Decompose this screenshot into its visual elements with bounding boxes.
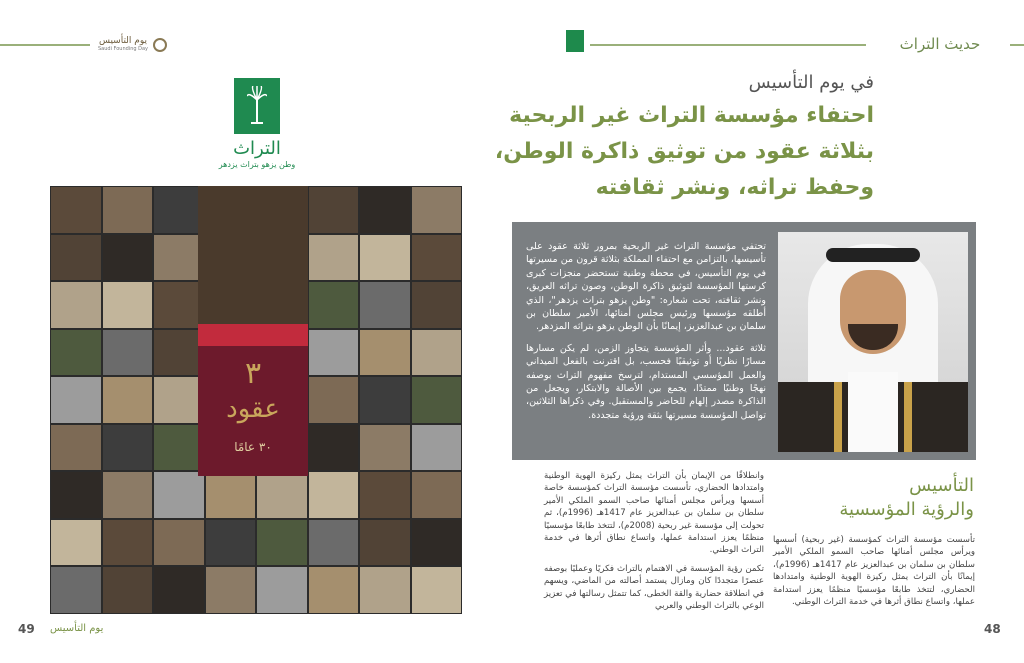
middle-paragraph-2: تكمن رؤية المؤسسة في الاهتمام بالتراث فكريًا وعمليًا بوصفه عنصرًا متجددًا كان ومازال يستمد أصالته من الماضي، ويسهم في انطلاقة حضارية والقة الخطى، كما تتمثل رسالتها في تعزيز الوعي بالتراث الوطني والعربي <box>544 563 764 612</box>
collage-photo-tile <box>154 377 204 423</box>
heritage-small-logo <box>566 30 584 52</box>
collage-photo-tile <box>51 282 101 328</box>
collage-photo-tile <box>360 187 410 233</box>
collage-photo-tile <box>309 330 359 376</box>
headline-line-1: احتفاء مؤسسة التراث غير الربحية <box>509 103 874 128</box>
middle-column <box>544 470 764 618</box>
section-title: حديث التراث <box>899 35 981 53</box>
collage-photo-tile <box>360 567 410 613</box>
middle-paragraph-1: وانطلاقًا من الإيمان بأن التراث يمثل ركيزة الهوية الوطنية وامتدادها الحضاري، تأسست مؤسسة التراث كمؤسسة خاصة أسسها ويرأس مجلس أمنائها صاحب السمو الملكي الأمير سلطان بن سلمان بن عبدالعزيز عام 1417هـ (1996م)، ثم تحولت إلى مؤسسة غير ربحية (2008م)، لتتخذ طابعًا مؤسسيًا منظمًا يعزز استدامة عملها، واتساع نطاق أثرها في خدمة التراث الوطني. <box>544 471 764 556</box>
collage-photo-tile <box>309 425 359 471</box>
photo-collage <box>50 186 462 614</box>
collage-photo-tile <box>154 187 204 233</box>
collage-photo-tile <box>103 235 153 281</box>
collage-photo-tile <box>103 520 153 566</box>
three-decades-emblem <box>198 346 308 476</box>
collage-photo-tile <box>309 567 359 613</box>
collage-photo-tile <box>360 330 410 376</box>
collage-photo-tile <box>412 567 462 613</box>
collage-photo-tile <box>412 520 462 566</box>
collage-photo-tile <box>412 235 462 281</box>
collage-photo-tile <box>51 567 101 613</box>
collage-photo-tile <box>412 425 462 471</box>
subheading-line-2: والرؤية المؤسسية <box>839 499 974 520</box>
collage-photo-tile <box>360 472 410 518</box>
header-rule-right <box>590 44 866 46</box>
collage-photo-tile <box>154 472 204 518</box>
intro-paragraph-1: تحتفي مؤسسة التراث غير الربحية بمرور ثلاثة عقود على تأسيسها، بالتزامن مع احتفاء المملكة بثلاثة قرون من مسيرتها في يوم التأسيس، في محطة وطنية تستحضر منجزات كبرى كرستها المؤسسة لتوثيق ذاكرة الوطن، وصون تراثه العريق، ونشر ثقافته، تحت شعاره: "وطن يزهو بتراث يزدهر"، الذي أطلقه مؤسسها ورئيس مجلس أمنائها، الأمير سلطان بن سلمان بن عبدالعزيز، إيمانًا بأن الوطن يزهو بتراثه المزدهر. <box>526 241 766 333</box>
collage-photo-tile <box>257 567 307 613</box>
headline-line-2: بثلاثة عقود من توثيق ذاكرة الوطن، <box>494 139 874 164</box>
collage-photo-tile <box>103 472 153 518</box>
collage-photo-tile <box>103 567 153 613</box>
collage-flowers-photo <box>198 324 308 346</box>
intro-text <box>526 240 766 430</box>
collage-photo-tile <box>103 330 153 376</box>
article-headline <box>454 98 874 206</box>
founding-day-logo <box>95 36 165 56</box>
collage-photo-tile <box>51 377 101 423</box>
collage-photo-tile <box>309 187 359 233</box>
collage-photo-tile <box>206 472 256 518</box>
collage-photo-tile <box>154 425 204 471</box>
collage-photo-tile <box>154 282 204 328</box>
heritage-logo-tagline: وطن يزهو بتراث يزدهر <box>218 160 296 169</box>
header-rule-left <box>0 44 90 46</box>
collage-photo-tile <box>51 330 101 376</box>
collage-photo-tile <box>257 472 307 518</box>
collage-photo-tile <box>412 282 462 328</box>
collage-photo-tile <box>360 377 410 423</box>
collage-photo-tile <box>257 520 307 566</box>
collage-photo-tile <box>412 187 462 233</box>
collage-photo-tile <box>51 235 101 281</box>
page-number-right: 48 <box>984 622 1001 636</box>
collage-photo-tile <box>360 520 410 566</box>
section-subheading <box>804 474 974 522</box>
page-label-left: يوم التأسيس <box>50 623 104 634</box>
founding-day-arabic: يوم التأسيس <box>98 36 148 46</box>
collage-photo-tile <box>154 235 204 281</box>
collage-photo-tile <box>103 377 153 423</box>
palm-tree-icon <box>247 86 267 126</box>
collage-photo-tile <box>412 377 462 423</box>
page-number-left: 49 <box>18 622 35 636</box>
collage-photo-tile <box>309 520 359 566</box>
collage-photo-tile <box>154 520 204 566</box>
collage-photo-tile <box>154 567 204 613</box>
header-rule-right-end <box>1010 44 1024 46</box>
right-column: تأسست مؤسسة التراث كمؤسسة (غير ربحية) أسسها ويرأس مجلس أمنائها صاحب السمو الملكي الأمير سلطان بن سلمان بن عبدالعزيز عام 1417هـ (1996م)، إيمانًا بأن التراث يمثل ركيزة الهوية الوطنية وامتدادها الحضاري، لتتخذ طابعًا مؤسسيًا منظمًا يعزز استدامة عملها، واتساع نطاق أثرها في خدمة التراث الوطني. <box>773 535 975 608</box>
emblem-years: ٣٠ عامًا <box>234 440 272 454</box>
collage-photo-tile <box>206 567 256 613</box>
founding-day-english: Saudi Founding Day <box>97 46 149 52</box>
collage-photo-tile <box>206 520 256 566</box>
headline-line-3: وحفظ تراثه، ونشر ثقافته <box>595 175 874 200</box>
collage-photo-tile <box>360 235 410 281</box>
article-kicker: في يوم التأسيس <box>748 72 874 93</box>
collage-ceremony-photo <box>198 186 308 324</box>
intro-paragraph-2: ثلاثة عقود... وأثر المؤسسة يتجاوز الزمن، لم يكن مسارها مسارًا نظريًا أو توثيقيًا فحسب، بل اقترنت بالفعل الميداني والعمل المؤسسي المستدام، لترسخ مفهوم التراث بوصفه نهجًا وطنيًا ممتدًا، يجمع بين الأصالة والابتكار، ويجعل من الذاكرة مصدر إلهام للحاضر والمستقبل. وفي ذكراها الثلاثين، تواصل المؤسسة مسيرتها بثقة ورؤية متجددة. <box>526 342 766 421</box>
collage-photo-tile <box>309 282 359 328</box>
collage-photo-tile <box>51 187 101 233</box>
founder-portrait <box>778 232 968 452</box>
heritage-logo <box>234 78 280 134</box>
collage-photo-tile <box>360 282 410 328</box>
subheading-line-1: التأسيس <box>909 475 974 496</box>
collage-photo-tile <box>412 472 462 518</box>
collage-photo-tile <box>103 425 153 471</box>
emblem-number: ٣ <box>244 356 262 391</box>
collage-photo-tile <box>51 520 101 566</box>
collage-photo-tile <box>103 282 153 328</box>
collage-photo-tile <box>51 425 101 471</box>
collage-photo-tile <box>103 187 153 233</box>
heritage-logo-name: التراث <box>233 138 281 159</box>
collage-photo-tile <box>51 472 101 518</box>
collage-photo-tile <box>412 330 462 376</box>
collage-photo-tile <box>309 472 359 518</box>
collage-photo-tile <box>309 235 359 281</box>
collage-photo-tile <box>309 377 359 423</box>
founding-day-seal-icon <box>153 38 167 52</box>
collage-photo-tile <box>154 330 204 376</box>
emblem-word: عقود <box>226 394 280 424</box>
collage-photo-tile <box>360 425 410 471</box>
